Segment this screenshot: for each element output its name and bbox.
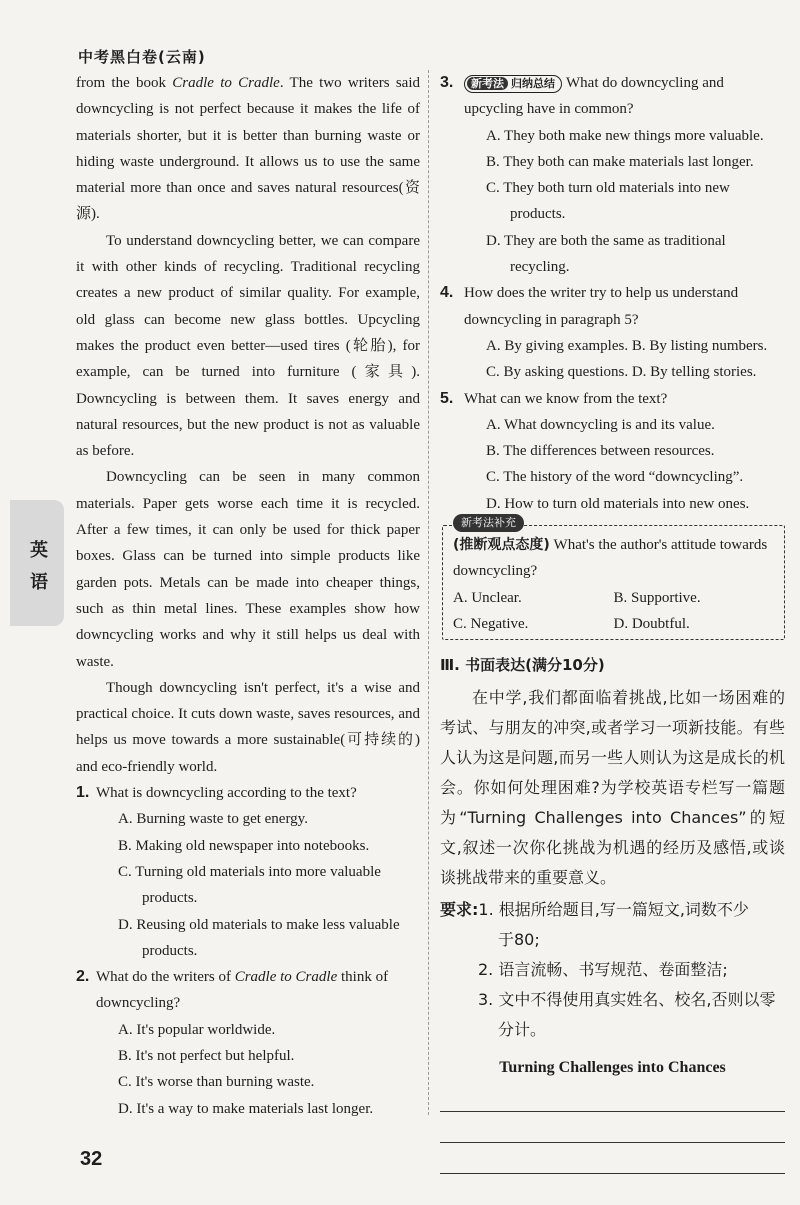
supplement-question-box: [442, 516, 785, 640]
options-c-d[interactable]: C. By asking questions. D. By telling stories.: [486, 364, 757, 381]
option-c[interactable]: C. They both turn old materials into new products.: [486, 180, 730, 223]
question-stem: What can we know from the text?: [464, 390, 668, 407]
requirements-label: 要求:: [440, 899, 479, 919]
requirement-2: 2. 语言流畅、书写规范、卷面整洁;: [478, 959, 728, 979]
question-stem: What do the writers of Cradle to Cradle think of downcycling?: [96, 969, 389, 1012]
right-column: [440, 70, 785, 1174]
question-number: 3.: [440, 74, 454, 91]
subject-side-tab: [10, 500, 64, 626]
question-4: [440, 280, 785, 385]
essay-title: Turning Challenges into Chances: [499, 1058, 726, 1076]
option-a[interactable]: A. Burning waste to get energy.: [118, 811, 308, 828]
requirement-3-cont: 分计。: [498, 1019, 547, 1039]
question-number: 1.: [76, 784, 90, 802]
question-5: [440, 386, 785, 517]
option-a[interactable]: A. What downcycling is and its value.: [486, 416, 715, 433]
options-a-b[interactable]: A. By giving examples. B. By listing numbers.: [486, 337, 768, 354]
writing-requirements: [440, 895, 785, 1045]
option-b[interactable]: B. It's not perfect but helpful.: [118, 1047, 295, 1064]
option-c[interactable]: C. Negative.: [453, 615, 529, 632]
passage-paragraph-4: Though downcycling isn't perfect, it's a wise and practical choice. It cuts down waste, saves resources, and helps us move towards a more sustainable(可持续的) and eco-friendly world.: [76, 679, 420, 775]
writing-prompt: 在中学,我们都面临着挑战,比如一场困难的考试、与朋友的冲突,或者学习一项新技能。有些人认为这是问题,而另一些人则认为这是成长的机会。你如何处理困难?为学校英语专栏写一篇题为“Turning Challenges into Chances”的短文,叙述一次你化挑战为机遇的经历及感悟,或谈谈挑战带来的重要意义。: [440, 687, 785, 887]
question-stem: How does the writer try to help us understand downcycling in paragraph 5?: [464, 285, 739, 328]
option-d[interactable]: D. How to turn old materials into new ones.: [486, 495, 750, 512]
option-c[interactable]: C. It's worse than burning waste.: [118, 1074, 315, 1091]
option-a[interactable]: A. It's popular worldwide.: [118, 1021, 276, 1038]
question-number: 4.: [440, 284, 454, 302]
question-number: 5.: [440, 389, 454, 407]
question-1: [76, 780, 420, 964]
supplement-stem: (推断观点态度) What's the author's attitude towards downcycling?: [453, 537, 768, 580]
option-a[interactable]: A. They both make new things more valuable.: [486, 127, 764, 144]
requirement-1-cont: 于80;: [498, 929, 540, 949]
option-b[interactable]: B. Making old newspaper into notebooks.: [118, 837, 370, 854]
book-title: Cradle to Cradle: [234, 969, 338, 986]
side-tab-char-1: 英: [30, 540, 48, 561]
page-number: 32: [80, 1148, 103, 1170]
passage-paragraph-1: from the book Cradle to Cradle. The two writers said downcycling is not perfect because it makes the life of materials shorter, but it is better than burning waste or hiding waste underground. It allows us to use the same material more than once and saves natural resources(资源).: [76, 75, 420, 223]
option-d[interactable]: D. It's a way to make materials last longer.: [118, 1100, 374, 1117]
left-column: [76, 70, 420, 1122]
question-number: 2.: [76, 968, 90, 986]
requirement-1: 1. 根据所给题目,写一篇短文,词数不少: [478, 899, 749, 919]
option-a[interactable]: A. Unclear.: [453, 589, 522, 606]
column-divider: [428, 70, 429, 1115]
supplement-tag: 新考法补充: [453, 514, 524, 532]
writing-section-title: Ⅲ. 书面表达(满分10分): [440, 656, 605, 675]
question-3: [440, 70, 785, 280]
option-d[interactable]: D. They are both the same as traditional recycling.: [486, 232, 726, 276]
option-d[interactable]: D. Reusing old materials to make less valuable products.: [118, 916, 400, 959]
side-tab-char-2: 语: [30, 572, 48, 593]
question-2: [76, 964, 420, 1122]
answer-line[interactable]: [440, 1143, 785, 1174]
question-stem: What is downcycling according to the text?: [96, 785, 357, 802]
new-format-tag: 新考法 归纳总结: [464, 75, 562, 93]
question-stem: 新考法 归纳总结 What do downcycling and upcycling have in common?: [464, 75, 724, 118]
option-c[interactable]: C. Turning old materials into more valuable products.: [118, 863, 381, 907]
requirement-3: 3. 文中不得使用真实姓名、校名,否则以零: [478, 989, 776, 1009]
option-c[interactable]: C. The history of the word “downcycling”.: [486, 469, 744, 486]
option-b[interactable]: B. They both can make materials last longer.: [486, 153, 754, 170]
answer-line[interactable]: [440, 1081, 785, 1112]
page-header: 中考黑白卷(云南): [78, 48, 206, 66]
option-d[interactable]: D. Doubtful.: [613, 615, 690, 632]
passage-paragraph-3: Downcycling can be seen in many common materials. Paper gets worse each time it is recycled. After a few times, it can only be used for thick paper boxes. Glass can be turned into simple products like garden pots. Metals can be made into cheaper things, such as thin metal lines. These examples show how downcycling works and why it still helps us deal with waste.: [76, 469, 420, 670]
option-b[interactable]: B. Supportive.: [613, 589, 701, 606]
book-title: Cradle to Cradle: [172, 75, 280, 91]
passage-paragraph-2: To understand downcycling better, we can compare it with other kinds of recycling. Traditional recycling creates a new product of similar quality. For example, old glass can become new glass bottles. Upcycling makes the product even better—used tires (轮胎), for example, can be turned into furniture (家具). Downcycling is between them. It saves energy and natural resources, but the new product is not as valuable as before.: [76, 232, 420, 460]
answer-line[interactable]: [440, 1112, 785, 1143]
option-b[interactable]: B. The differences between resources.: [486, 443, 715, 460]
